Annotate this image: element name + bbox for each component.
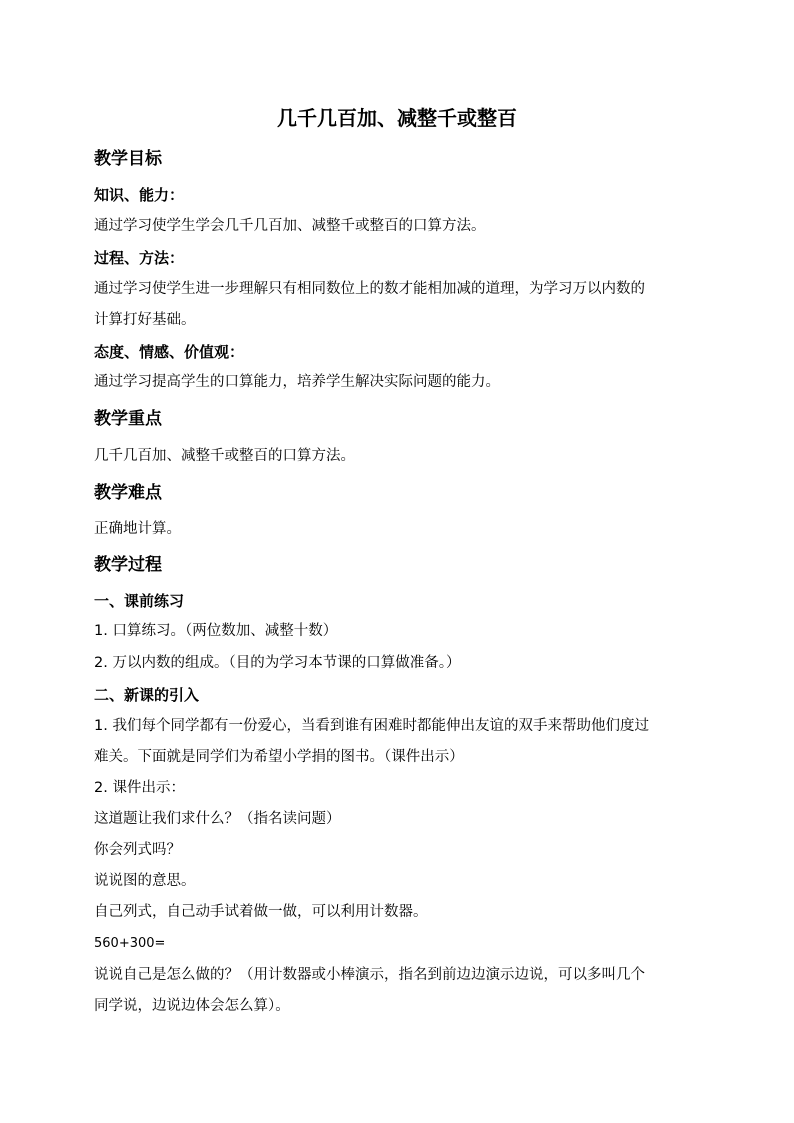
section-heading-key-points: 教学重点 xyxy=(94,409,162,429)
paragraph-line: 你会列式吗？ xyxy=(94,842,181,858)
paragraph-line: 难关。下面就是同学们为希望小学捐的图书。（课件出示） xyxy=(94,749,464,765)
paragraph-line: 通过学习使学生学会几千几百加、减整千或整百的口算方法。 xyxy=(94,218,486,234)
paragraph-line: 说说自己是怎么做的？（用计数器或小棒演示，指名到前边边演示边说，可以多叫几个 xyxy=(94,967,645,983)
list-item: 1. 我们每个同学都有一份爱心，当看到谁有困难时都能伸出友谊的双手来帮助他们度过 xyxy=(94,718,649,734)
subheading-pre-class-practice: 一、课前练习 xyxy=(94,592,185,610)
paragraph-line: 通过学习提高学生的口算能力，培养学生解决实际问题的能力。 xyxy=(94,374,500,390)
document-title: 几千几百加、减整千或整百 xyxy=(277,106,517,130)
list-item: 2. 万以内数的组成。（目的为学习本节课的口算做准备。） xyxy=(94,655,461,671)
section-heading-teaching-goals: 教学目标 xyxy=(94,149,162,169)
section-heading-teaching-process: 教学过程 xyxy=(94,555,162,575)
paragraph-line: 同学说，边说边体会怎么算）。 xyxy=(94,998,290,1014)
subheading-process-method: 过程、方法： xyxy=(94,249,185,267)
subheading-attitude-values: 态度、情感、价值观： xyxy=(94,343,245,361)
paragraph-line: 说说图的意思。 xyxy=(94,873,196,889)
list-item: 1. 口算练习。（两位数加、减整十数） xyxy=(94,623,338,639)
subheading-knowledge-ability: 知识、能力： xyxy=(94,186,185,204)
equation-line: 560+300= xyxy=(94,936,166,951)
section-heading-difficulties: 教学难点 xyxy=(94,483,162,503)
paragraph-line: 这道题让我们求什么？（指名读问题） xyxy=(94,811,341,827)
paragraph-line: 通过学习使学生进一步理解只有相同数位上的数才能相加减的道理，为学习万以内数的 xyxy=(94,281,645,297)
paragraph-line: 计算打好基础。 xyxy=(94,312,196,328)
paragraph-line: 自己列式，自己动手试着做一做，可以利用计数器。 xyxy=(94,904,428,920)
list-item: 2. 课件出示： xyxy=(94,780,185,796)
subheading-new-lesson-intro: 二、新课的引入 xyxy=(94,686,200,704)
paragraph-line: 几千几百加、减整千或整百的口算方法。 xyxy=(94,448,355,464)
paragraph-line: 正确地计算。 xyxy=(94,521,181,537)
